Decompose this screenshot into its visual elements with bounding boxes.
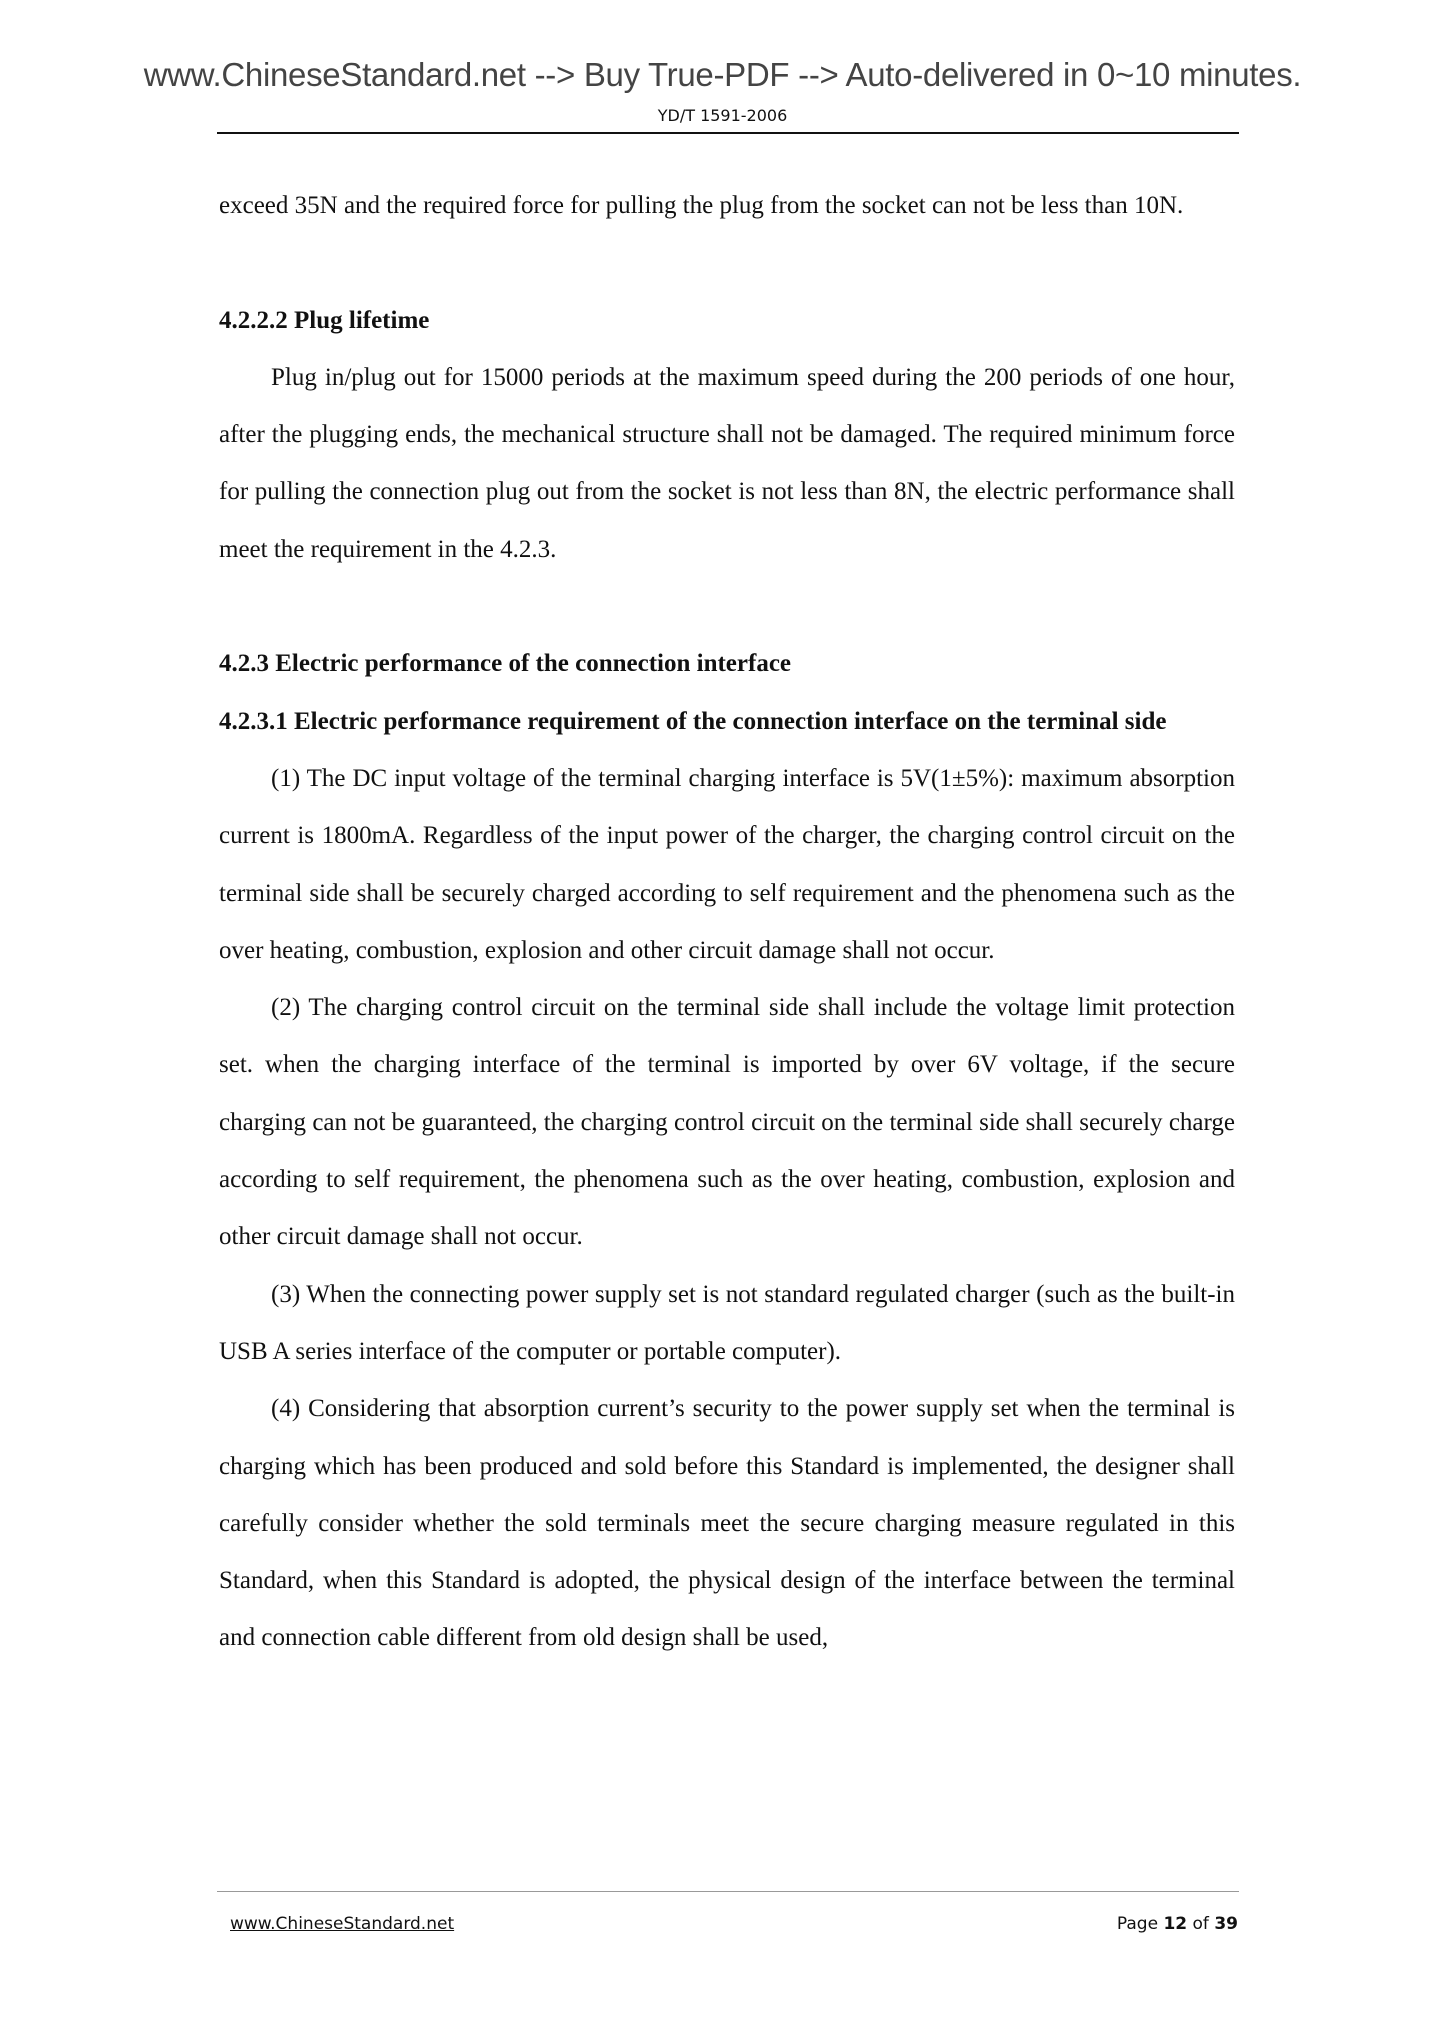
header-divider	[217, 132, 1239, 134]
paragraph: (4) Considering that absorption current’s security to the power supply set when the terminal is charging which has been produced and sold before this Standard is implemented, the designer shall carefully consider whether the sold terminals meet the secure charging measure regulated in this Standard, when this Standard is adopted, the physical design of the interface between the terminal and connection cable different from old design shall be used,	[219, 1395, 1235, 1652]
standard-number: YD/T 1591-2006	[657, 106, 788, 125]
spacer	[219, 578, 1235, 635]
paragraph: Plug in/plug out for 15000 periods at the maximum speed during the 200 periods of one hour, after the plugging ends, the mechanical structure shall not be damaged. The required minimum force for pulling the connection plug out from the socket is not less than 8N, the electric performance shall meet the requirement in the 4.2.3.	[219, 363, 1235, 563]
page-current: 12	[1163, 1914, 1188, 1934]
paragraph: (1) The DC input voltage of the terminal charging interface is 5V(1±5%): maximum absorption current is 1800mA. Regardless of the input power of the charger, the charging control circuit on the terminal side shall be securely charged according to self requirement and the phenomena such as the over heating, combustion, explosion and other circuit damage shall not occur.	[219, 764, 1235, 964]
spacer	[219, 234, 1235, 291]
paragraph: (2) The charging control circuit on the terminal side shall include the voltage limit protection set. when the charging interface of the terminal is imported by over 6V voltage, if the secure charging can not be guaranteed, the charging control circuit on the terminal side shall securely charge according to self requirement, the phenomena such as the over heating, combustion, explosion and other circuit damage shall not occur.	[219, 994, 1235, 1251]
header-banner: www.ChineseStandard.net --> Buy True-PDF --> Auto-delivered in 0~10 minutes.	[143, 56, 1302, 93]
document-body	[219, 177, 1235, 1667]
section-heading-4-2-3-1: 4.2.3.1 Electric performance requirement of the connection interface on the terminal side	[219, 707, 1167, 735]
paragraph: exceed 35N and the required force for pulling the plug from the socket can not be less than 10N.	[219, 192, 1184, 219]
footer-link[interactable]: www.ChineseStandard.net	[230, 1914, 455, 1934]
section-heading-4-2-2-2: 4.2.2.2 Plug lifetime	[219, 306, 430, 334]
section-heading-4-2-3: 4.2.3 Electric performance of the connection interface	[219, 650, 792, 678]
page-of: of	[1192, 1914, 1209, 1934]
paragraph: (3) When the connecting power supply set is not standard regulated charger (such as the built-in USB A series interface of the computer or portable computer).	[219, 1280, 1235, 1365]
page-prefix: Page	[1116, 1914, 1159, 1934]
page-number	[1117, 1914, 1238, 1934]
footer-divider	[217, 1891, 1239, 1892]
page-total: 39	[1214, 1914, 1238, 1934]
